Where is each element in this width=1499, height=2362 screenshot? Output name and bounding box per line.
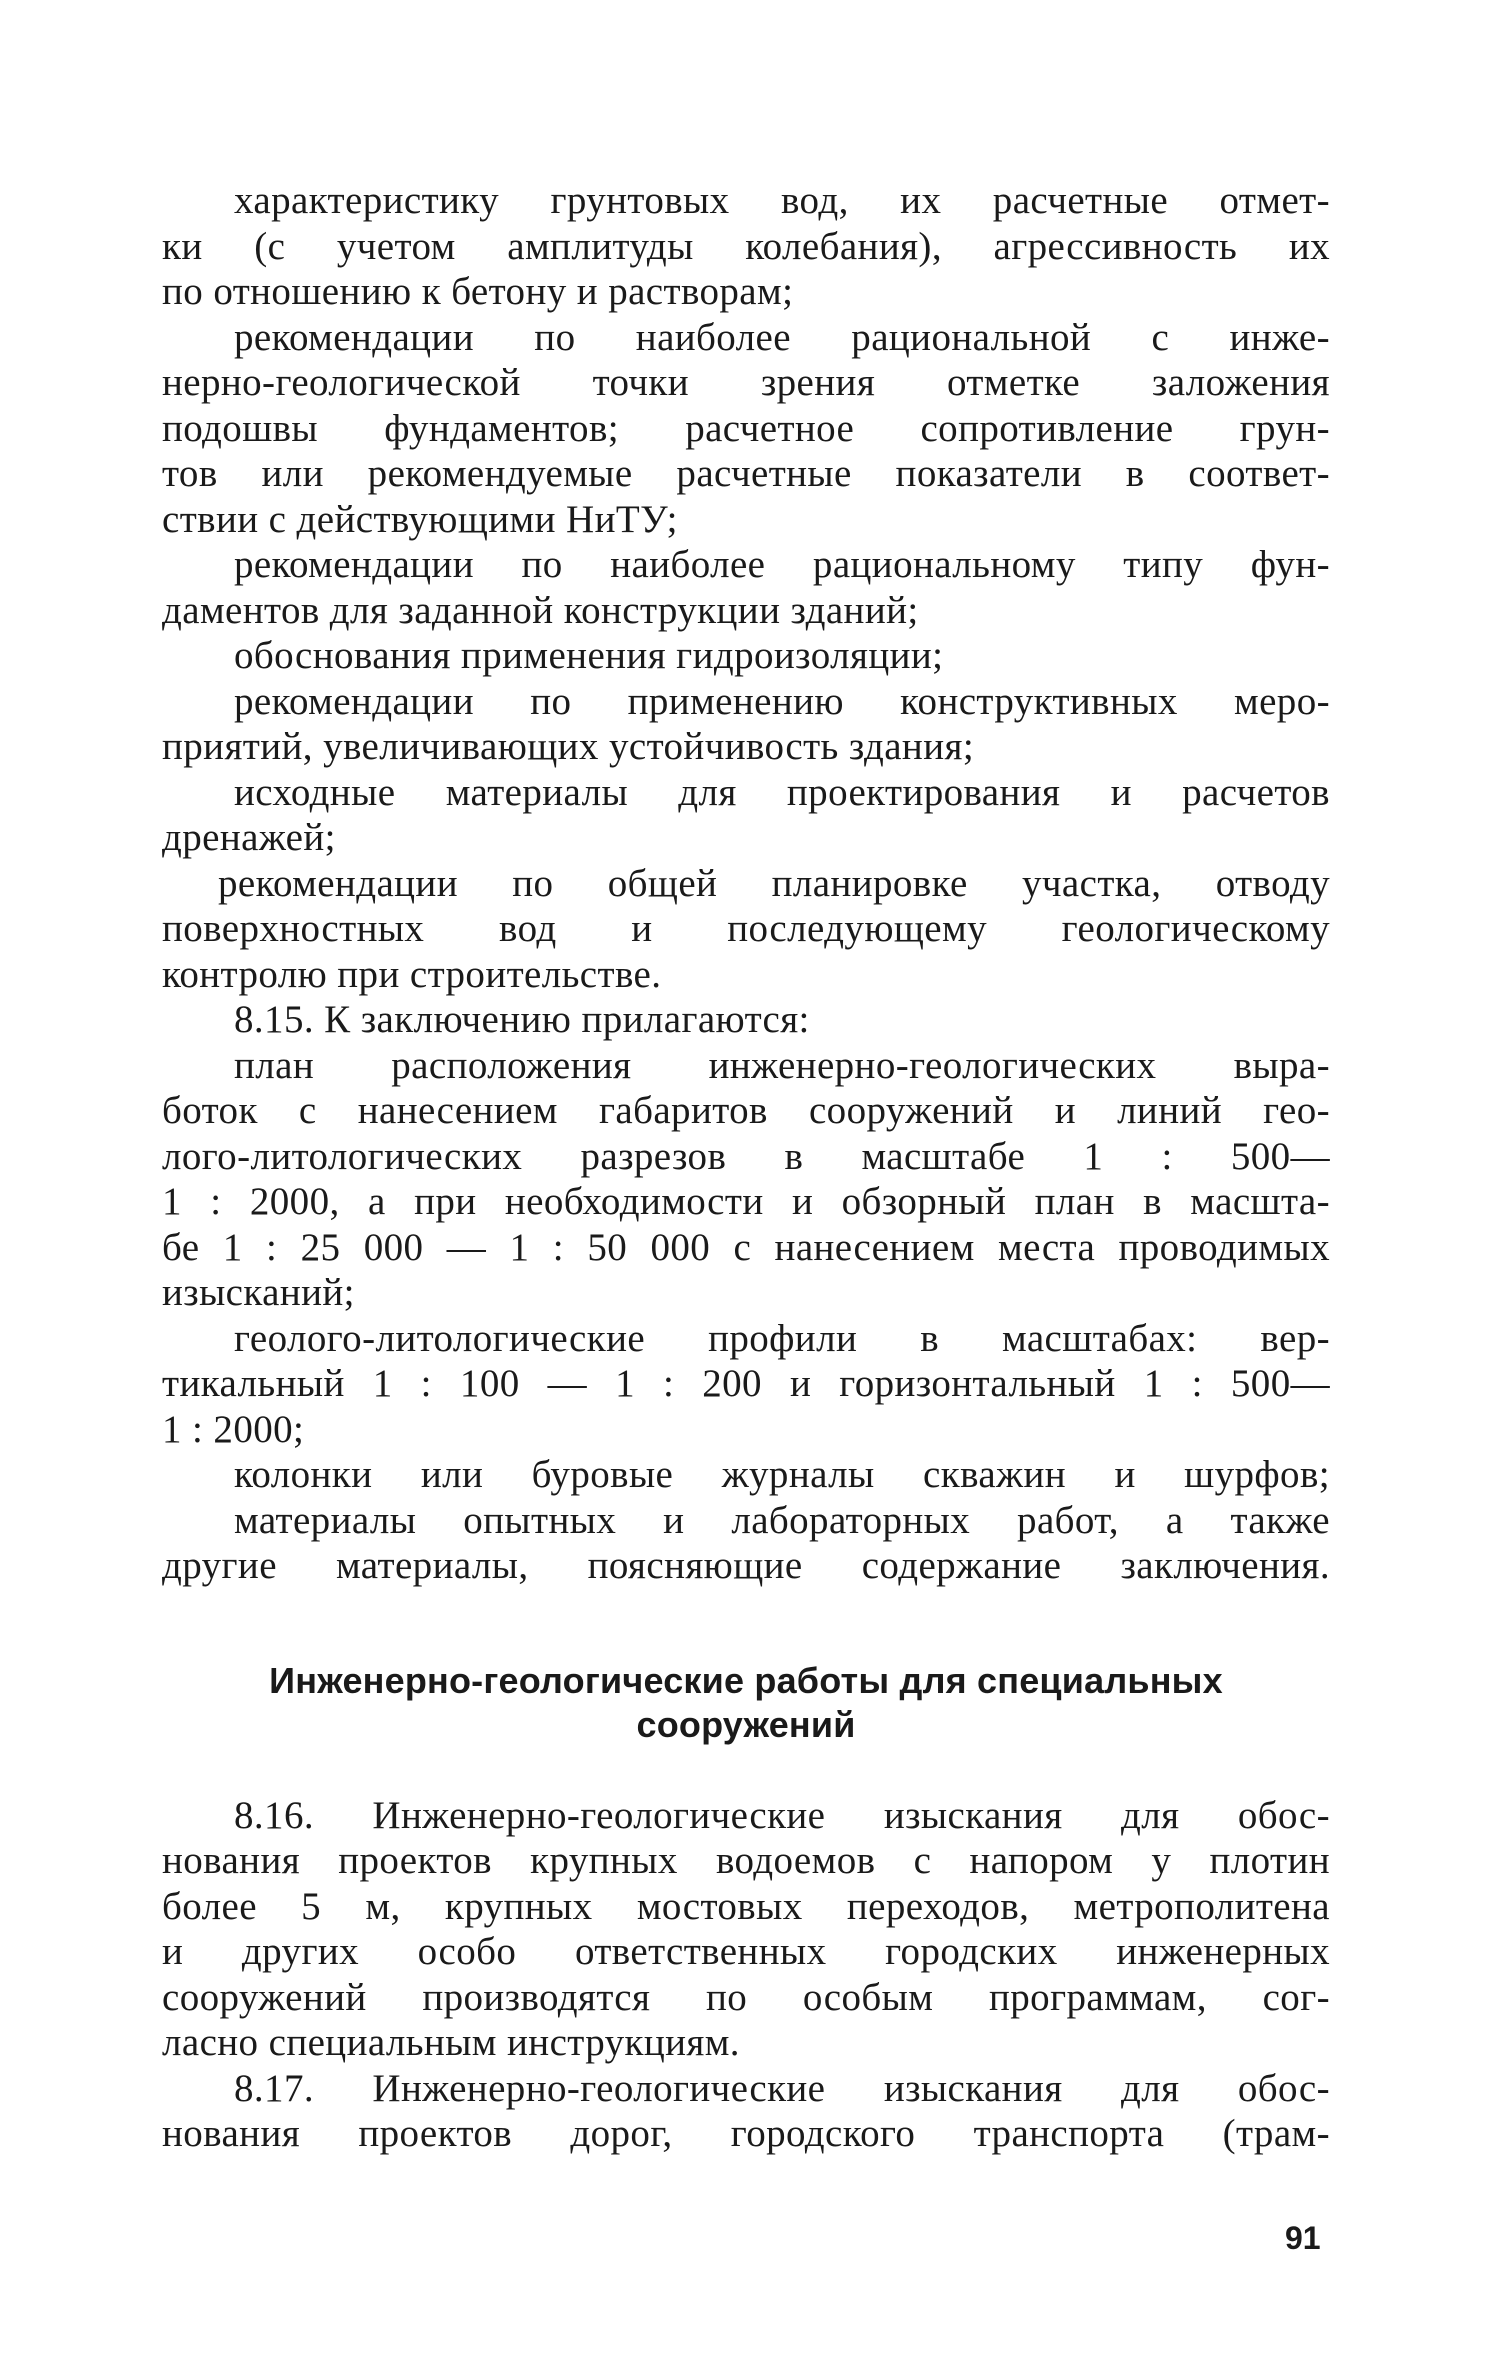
section-heading-line-2: сооружений [636, 1703, 856, 1745]
text-line: тикальный 1 : 100 — 1 : 200 и горизонтальный 1 : 500— [162, 1362, 1330, 1405]
text-line: ствии с действующими НиТУ; [162, 497, 678, 541]
text-line: рекомендации по применению конструктивных меро- [234, 679, 1330, 723]
text-line: план расположения инженерно-геологических выра- [234, 1043, 1330, 1087]
text-line: геолого-литологические профили в масштабах: вер- [234, 1316, 1330, 1360]
text-line: другие материалы, поясняющие содержание заключения. [162, 1544, 1330, 1587]
text-line: по отношению к бетону и растворам; [162, 270, 794, 313]
text-line: 8.16. Инженерно-геологические изыскания для обос- [234, 1793, 1330, 1837]
text-line: рекомендации по наиболее рациональной с инже- [234, 315, 1330, 359]
text-line: подошвы фундаментов; расчетное сопротивление грун- [162, 406, 1330, 450]
text-line: рекомендации по наиболее рациональному типу фун- [234, 543, 1330, 586]
text-line: рекомендации по общей планировке участка, отводу [218, 861, 1330, 905]
text-line: сооружений производятся по особым программам, сог- [162, 1975, 1330, 2019]
text-line: бе 1 : 25 000 — 1 : 50 000 с нанесением места проводимых [162, 1225, 1330, 1269]
section-heading-line-1: Инженерно-геологические работы для специальных [269, 1659, 1223, 1701]
text-line: боток с нанесением габаритов сооружений и линий гео- [162, 1089, 1330, 1132]
text-line: даментов для заданной конструкции зданий; [162, 588, 919, 632]
text-line: приятий, увеличивающих устойчивость здания; [162, 725, 975, 768]
text-line: 8.17. Инженерно-геологические изыскания для обос- [234, 2066, 1330, 2110]
page-body [162, 178, 1330, 2157]
text-line: поверхностных вод и последующему геологическому [162, 907, 1330, 950]
text-line: колонки или буровые журналы скважин и шурфов; [234, 1453, 1330, 1496]
text-line: изысканий; [162, 1271, 355, 1314]
text-line: 1 : 2000, а при необходимости и обзорный план в масшта- [162, 1180, 1330, 1223]
text-line: нерно-геологической точки зрения отметке заложения [162, 361, 1330, 404]
text-line: лого-литологических разрезов в масштабе 1 : 500— [162, 1134, 1330, 1178]
text-line: тов или рекомендуемые расчетные показатели в соответ- [162, 452, 1330, 495]
text-block-bottom [162, 1793, 1330, 2157]
text-line: ки (с учетом амплитуды колебания), агрессивность их [162, 224, 1330, 268]
text-line: характеристику грунтовых вод, их расчетные отмет- [234, 179, 1330, 222]
text-line: дренажей; [162, 816, 336, 859]
text-line: более 5 м, крупных мостовых переходов, метрополитена [162, 1884, 1330, 1928]
text-line: 1 : 2000; [162, 1407, 305, 1451]
text-line: нования проектов дорог, городского транспорта (трам- [162, 2112, 1330, 2155]
text-line: обоснования применения гидроизоляции; [234, 634, 944, 677]
text-line: нования проектов крупных водоемов с напором у плотин [162, 1839, 1330, 1882]
text-line: исходные материалы для проектирования и расчетов [234, 770, 1330, 814]
text-line: и других особо ответственных городских инженерных [162, 1930, 1330, 1973]
text-line: ласно специальным инструкциям. [162, 2021, 740, 2064]
text-line: контролю при строительстве. [162, 952, 662, 996]
text-line: 8.15. К заключению прилагаются: [234, 998, 810, 1041]
page-number: 91 [1285, 2220, 1321, 2256]
section-heading [162, 1659, 1330, 1747]
text-block-top [162, 178, 1330, 1589]
text-line: материалы опытных и лабораторных работ, а также [234, 1498, 1330, 1542]
